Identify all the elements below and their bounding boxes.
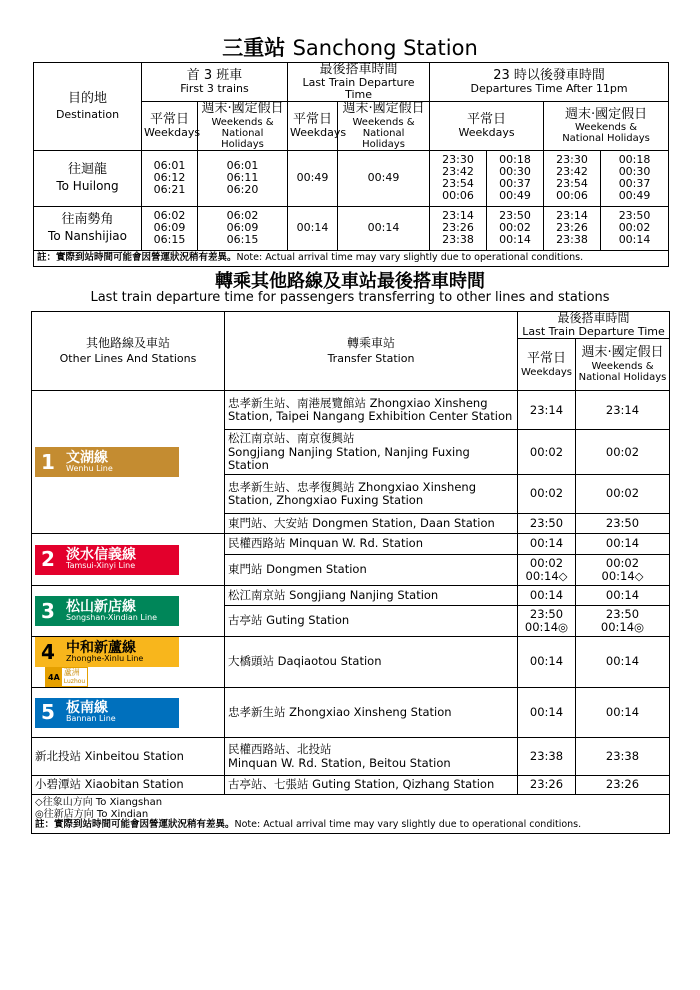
- page-title: [0, 32, 700, 62]
- line-bannan: [32, 688, 225, 738]
- transfer-station: 古亭站、七張站 Guting Station, Qizhang Station: [225, 776, 518, 795]
- legend-note: ◇往象山方向 To Xiangshan ◎往新店方向 To Xindian 註：實際到站時間可能會因營運狀況稍有差異。Note: Actual arrival time may vary slightly due to operational conditions.: [32, 795, 670, 834]
- line-badge: 1 文湖線 Wenhu Line: [35, 447, 179, 477]
- line-badge: 4 中和新蘆線 Zhonghe-Xinlu Line: [35, 637, 179, 667]
- hdr-weekends: 週末‧國定假日 Weekends & National Holidays: [338, 102, 430, 150]
- time-weekends: 00:14: [576, 688, 670, 738]
- after-wd-a: 23:14 23:26 23:38: [430, 206, 487, 250]
- time-weekends: 23:50: [576, 514, 670, 534]
- time-weekends: 00:02 00:14◇: [576, 555, 670, 586]
- first-weekends: 06:02 06:09 06:15: [198, 206, 288, 250]
- first-weekends: 06:01 06:11 06:20: [198, 150, 288, 206]
- after-we-b: 23:50 00:02 00:14: [601, 206, 669, 250]
- transfer-station: 忠孝新生站 Zhongxiao Xinsheng Station: [225, 688, 518, 738]
- hdr-weekdays: 平常日 Weekdays: [430, 102, 544, 150]
- line-tamsui-xinyi: [32, 534, 225, 586]
- after-wd-b: 23:50 00:02 00:14: [487, 206, 544, 250]
- hdr-weekends: 週末‧國定假日 Weekends & National Holidays: [544, 102, 669, 150]
- col-last-train: 最後搭車時間 Last Train Departure Time: [518, 312, 670, 339]
- last-weekends: 00:14: [338, 206, 430, 250]
- col-transfer: 轉乘車站 Transfer Station: [225, 312, 518, 391]
- time-weekdays: 23:38: [518, 738, 576, 776]
- col-after-11pm: 23 時以後發車時間 Departures Time After 11pm: [430, 63, 669, 102]
- first-weekdays: 06:02 06:09 06:15: [142, 206, 198, 250]
- destination-cell: 往迴龍 To Huilong: [34, 150, 142, 206]
- station-xinbeitou: 新北投站 Xinbeitou Station: [32, 738, 225, 776]
- time-weekends: 23:26: [576, 776, 670, 795]
- first-weekdays: 06:01 06:12 06:21: [142, 150, 198, 206]
- line-zhonghe-xinlu: [32, 637, 225, 688]
- time-weekends: 00:14: [576, 534, 670, 555]
- title-zh: 三重站: [222, 36, 286, 60]
- time-weekdays: 23:50: [518, 514, 576, 534]
- transfer-station: 松江南京站、南京復興站 Songjiang Nanjing Station, Nanjing Fuxing Station: [225, 430, 518, 475]
- transfer-station: 東門站 Dongmen Station: [225, 555, 518, 586]
- transfer-station: 民權西路站 Minquan W. Rd. Station: [225, 534, 518, 555]
- last-weekdays: 00:49: [288, 150, 338, 206]
- time-weekdays: 00:02: [518, 430, 576, 475]
- hdr-weekends: 週末‧國定假日 Weekends & National Holidays: [576, 339, 670, 391]
- after-we-b: 00:18 00:30 00:37 00:49: [601, 150, 669, 206]
- line-songshan-xindian: [32, 586, 225, 637]
- line-badge: 3 松山新店線 Songshan-Xindian Line: [35, 596, 179, 626]
- transfer-station: 忠孝新生站、南港展覽館站 Zhongxiao Xinsheng Station, Taipei Nangang Exhibition Center Station: [225, 391, 518, 430]
- time-weekdays: 23:26: [518, 776, 576, 795]
- col-first-trains: 首 3 班車 First 3 trains: [142, 63, 288, 102]
- table-row: [34, 150, 669, 206]
- time-weekdays: 00:14: [518, 688, 576, 738]
- line-wenhu: [32, 391, 225, 534]
- transfer-station: 松江南京站 Songjiang Nanjing Station: [225, 586, 518, 606]
- station-xiaobitan: 小碧潭站 Xiaobitan Station: [32, 776, 225, 795]
- table-row: [34, 206, 669, 250]
- time-weekends: 00:14: [576, 586, 670, 606]
- transfer-station: 東門站、大安站 Dongmen Station, Daan Station: [225, 514, 518, 534]
- line-badge: 5 板南線 Bannan Line: [35, 698, 179, 728]
- time-weekends: 23:14: [576, 391, 670, 430]
- time-weekends: 23:38: [576, 738, 670, 776]
- after-we-a: 23:30 23:42 23:54 00:06: [544, 150, 601, 206]
- time-weekdays: 00:14: [518, 637, 576, 688]
- line-badge: 2 淡水信義線 Tamsui-Xinyi Line: [35, 545, 179, 575]
- transfer-station: 古亭站 Guting Station: [225, 606, 518, 637]
- time-weekends: 23:50 00:14◎: [576, 606, 670, 637]
- col-destination: 目的地 Destination: [34, 63, 142, 151]
- time-weekends: 00:02: [576, 475, 670, 514]
- transfer-subtitle: Last train departure time for passengers transferring to other lines and stations: [90, 290, 610, 305]
- destination-cell: 往南勢角 To Nanshijiao: [34, 206, 142, 250]
- hdr-weekdays: 平常日 Weekdays: [288, 102, 338, 150]
- hdr-weekdays: 平常日 Weekdays: [142, 102, 198, 150]
- hdr-weekends: 週末‧國定假日 Weekends & National Holidays: [198, 102, 288, 150]
- luzhou-branch-badge: 4A 蘆洲 Luzhou: [45, 667, 88, 687]
- transfer-table: [31, 311, 670, 834]
- title-en: Sanchong Station: [292, 36, 478, 60]
- time-weekdays: 00:02 00:14◇: [518, 555, 576, 586]
- col-lines: 其他路線及車站 Other Lines And Stations: [32, 312, 225, 391]
- col-last-train: 最後搭車時間 Last Train Departure Time: [288, 63, 430, 102]
- transfer-station: 忠孝新生站、忠孝復興站 Zhongxiao Xinsheng Station, Zhongxiao Fuxing Station: [225, 475, 518, 514]
- time-weekdays: 00:14: [518, 586, 576, 606]
- transfer-station: 民權西路站、北投站 Minquan W. Rd. Station, Beitou Station: [225, 738, 518, 776]
- time-weekdays: 23:50 00:14◎: [518, 606, 576, 637]
- last-weekdays: 00:14: [288, 206, 338, 250]
- after-wd-a: 23:30 23:42 23:54 00:06: [430, 150, 487, 206]
- time-weekends: 00:02: [576, 430, 670, 475]
- after-we-a: 23:14 23:26 23:38: [544, 206, 601, 250]
- hdr-weekdays: 平常日 Weekdays: [518, 339, 576, 391]
- time-weekdays: 23:14: [518, 391, 576, 430]
- after-wd-b: 00:18 00:30 00:37 00:49: [487, 150, 544, 206]
- timetable: [33, 62, 669, 267]
- time-weekends: 00:14: [576, 637, 670, 688]
- transfer-title: 轉乘其他路線及車站最後搭車時間: [215, 271, 485, 292]
- time-weekdays: 00:14: [518, 534, 576, 555]
- time-weekdays: 00:02: [518, 475, 576, 514]
- last-weekends: 00:49: [338, 150, 430, 206]
- note: 註：實際到站時間可能會因營運狀況稍有差異。Note: Actual arrival time may vary slightly due to operational conditions.: [34, 250, 669, 266]
- transfer-station: 大橋頭站 Daqiaotou Station: [225, 637, 518, 688]
